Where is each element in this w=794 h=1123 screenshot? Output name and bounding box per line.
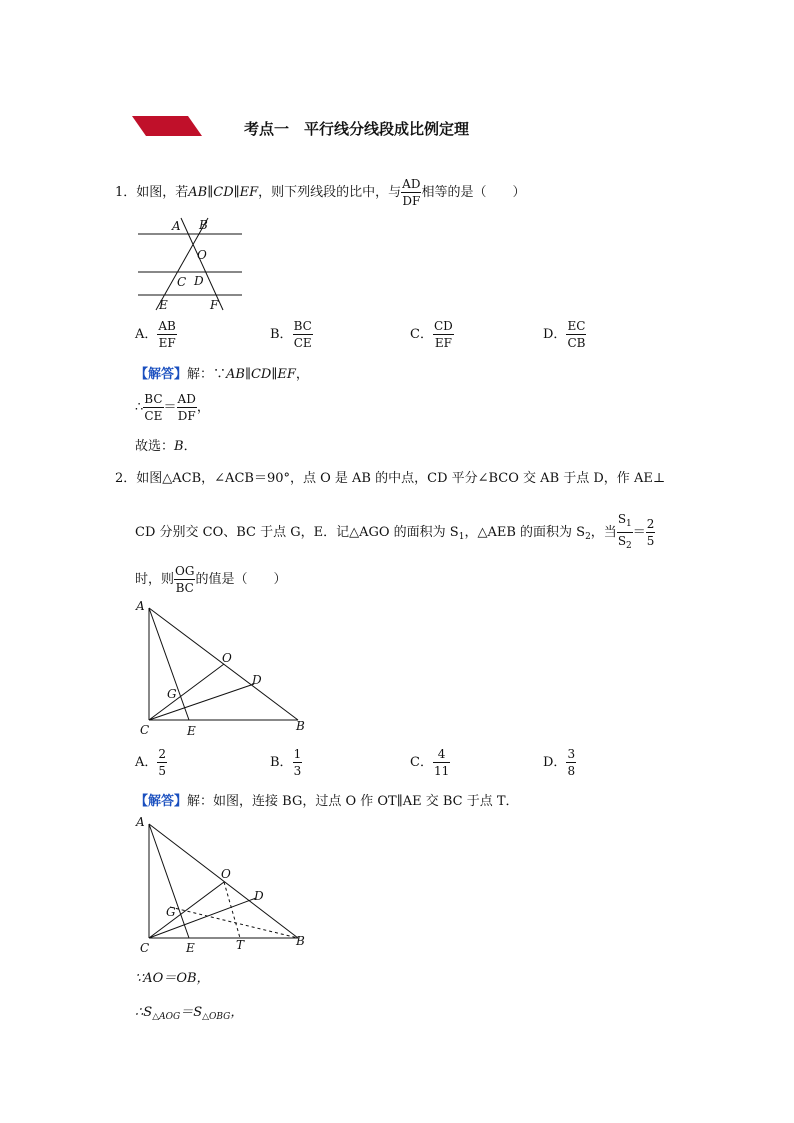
q1-solution-line2: ∴ $\frac{BC}{CE}$ ＝ $\frac{AD}{DF}$ ，: [135, 392, 210, 423]
q1-option-c[interactable]: C． $\frac{CD}{EF}$: [410, 319, 453, 350]
q2-option-a[interactable]: A． $\frac{2}{5}$: [135, 747, 167, 778]
q2-solution-figure: [130, 814, 320, 958]
q1-label-B: B: [199, 218, 208, 232]
q2-sol-label-C: C: [140, 941, 150, 955]
q1-label-O: O: [197, 248, 207, 262]
q2-figure: [130, 596, 320, 740]
q1-stem: 1．如图，若AB∥CD∥EF，则下列线段的比中，与 $\frac{AD}{DF}$ 相等的是（ ）: [115, 177, 526, 208]
q2-label-O: O: [222, 651, 232, 665]
q1-option-b[interactable]: B． $\frac{BC}{CE}$: [270, 319, 312, 350]
q2-label-E: E: [187, 724, 196, 738]
q2-option-d[interactable]: D． $\frac{3}{8}$: [543, 747, 576, 778]
q2-label-G: G: [167, 687, 177, 701]
q2-label-D: D: [252, 673, 262, 687]
q2-label-C: C: [140, 723, 150, 737]
q2-label-B: B: [296, 719, 305, 733]
q2-stem-line1: 2．如图△ACB，∠ACB＝90°，点 O 是 AB 的中点，CD 平分∠BCO 交 AB 于点 D，作 AE⊥: [115, 471, 666, 486]
section-title: 考点一 平行线分线段成比例定理: [244, 120, 470, 138]
header-banner-shape: [132, 116, 204, 138]
q2-solution-line1: 【解答】解：如图，连接 BG，过点 O 作 OT∥AE 交 BC 于点 T．: [135, 794, 519, 809]
q2-sol-label-T: T: [236, 938, 245, 952]
q2-sol-label-O: O: [221, 867, 231, 881]
q1-option-d[interactable]: D． $\frac{EC}{CB}$: [543, 319, 586, 350]
q2-label-A: A: [136, 599, 145, 613]
q2-stem-line3: 时，则 $\frac{OG}{BC}$ 的值是（ ）: [135, 564, 287, 595]
q1-label-E: E: [159, 298, 168, 312]
q2-solution-step2: $\therefore S_{\triangle AOG}=S_{\triangle OBG}$，: [135, 1005, 244, 1022]
q2-sol-label-E: E: [186, 941, 195, 955]
q1-label-D: D: [194, 274, 204, 288]
q2-solution-step1: ∵AO＝OB，: [135, 971, 210, 986]
q1-label-C: C: [177, 275, 187, 289]
q1-label-F: F: [210, 298, 219, 312]
q1-figure: [130, 212, 250, 314]
q2-stem-line2: CD 分别交 CO、BC 于点 G，E．记△AGO 的面积为 $S_1$，△AEB 的面积为 $S_2$，当 $\frac{S_1}{S_2}$ ＝ $\frac{2}{5}$: [135, 512, 655, 551]
q1-solution-line1: 【解答】解：∵AB∥CD∥EF，: [135, 367, 309, 382]
q2-option-b[interactable]: B． $\frac{1}{3}$: [270, 747, 302, 778]
q1-answer: 故选：B．: [135, 439, 197, 454]
q2-sol-label-G: G: [166, 905, 176, 919]
q2-sol-label-B: B: [296, 934, 305, 948]
q2-option-c[interactable]: C． $\frac{4}{11}$: [410, 747, 450, 778]
q1-option-a[interactable]: A． $\frac{AB}{EF}$: [135, 319, 176, 350]
q2-sol-label-A: A: [136, 815, 145, 829]
q2-sol-label-D: D: [254, 889, 264, 903]
q1-label-A: A: [172, 219, 181, 233]
